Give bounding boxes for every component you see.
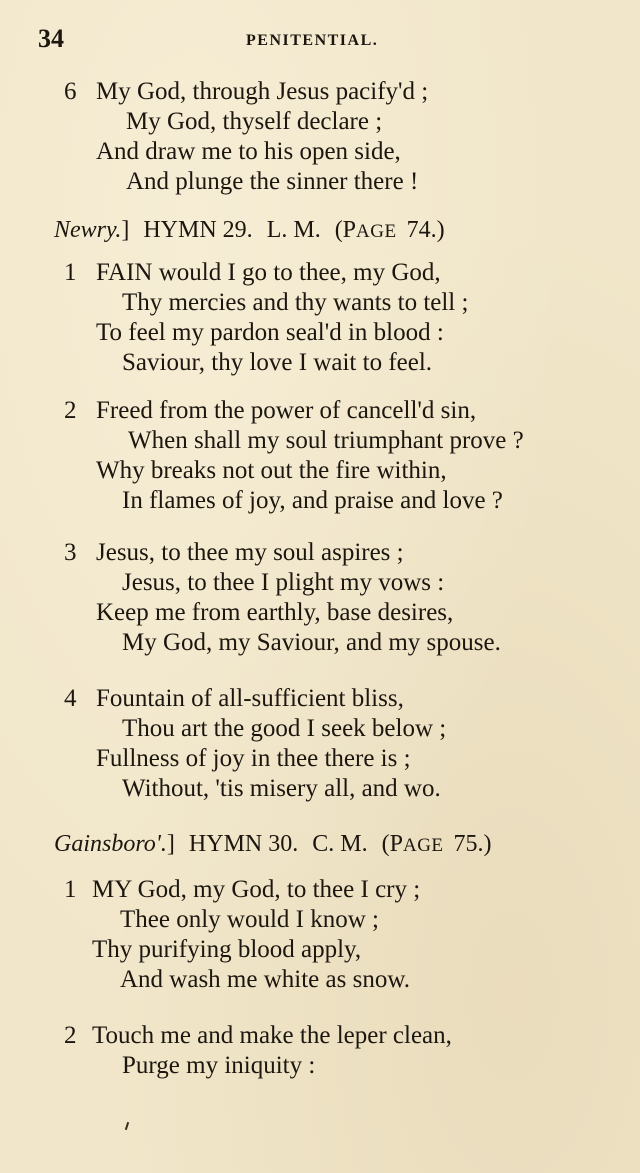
verse-line: Fountain of all-sufficient bliss, [96,685,404,712]
hymn-30-header [54,832,492,856]
page-ref-number: 74.) [406,217,445,243]
verse-line: Fullness of joy in thee there is ; [96,745,411,772]
tune-name: Newry. [54,217,122,243]
verse-number: 1 [64,259,77,286]
verse-number: 4 [64,685,77,712]
verse-line: And plunge the sinner there ! [126,168,419,195]
verse-line: MY God, my God, to thee I cry ; [92,876,421,903]
verse-line: Freed from the power of cancell'd sin, [96,397,477,424]
verse-line: And draw me to his open side, [96,138,401,165]
bracket: ] [121,217,130,243]
page-number: 34 [38,24,64,53]
hymn-meter: L. M. [266,217,321,243]
verse-line: Without, 'tis misery all, and wo. [122,775,441,802]
page-ref-word: AGE [356,221,397,242]
verse-number: 2 [64,397,77,424]
verse-line: Touch me and make the leper clean, [92,1022,452,1049]
verse-line: Keep me from earthly, base desires, [96,599,454,626]
verse-line: Thee only would I know ; [120,906,379,933]
verse-line: And wash me white as snow. [120,966,411,993]
verse-line: Thy mercies and thy wants to tell ; [122,289,469,316]
bracket: ] [166,831,175,857]
verse-number: 2 [64,1022,77,1049]
verse-line: Purge my iniquity : [122,1052,316,1079]
verse-line: Saviour, thy love I wait to feel. [122,349,433,376]
hymn-number: HYMN 30. [188,831,299,857]
hymn-meter: C. M. [312,831,368,857]
verse-number: 3 [64,539,77,566]
page-ref-open: (P [381,831,403,857]
verse-line: My God, thyself declare ; [126,108,383,135]
verse-number: 6 [64,78,77,105]
tune-name: Gainsboro'. [54,831,167,857]
verse-line: My God, my Saviour, and my spouse. [122,629,501,656]
verse-line: In flames of joy, and praise and love ? [122,487,503,514]
verse-number: 1 [64,876,77,903]
running-head [0,22,640,62]
page-ref-word: AGE [402,835,444,856]
verse-line: Jesus, to thee my soul aspires ; [96,539,404,566]
verse-line: To feel my pardon seal'd in blood : [96,319,444,346]
verse-line: When shall my soul triumphant prove ? [128,427,524,454]
verse-line: FAIN would I go to thee, my God, [96,259,441,286]
hymn-number: HYMN 29. [143,217,253,243]
verse-line: Jesus, to thee I plight my vows : [122,569,445,596]
verse-line: Thou art the good I seek below ; [122,715,447,742]
verse-line: My God, through Jesus pacify'd ; [96,78,429,105]
page-ref-open: (P [334,217,357,243]
verse-line: Thy purifying blood apply, [92,936,362,963]
hymn-29-header [54,218,445,242]
verse-line: Why breaks not out the fire within, [96,457,447,484]
print-speck [125,1122,129,1130]
page-ref-number: 75.) [453,831,492,857]
section-title: PENITENTIAL. [246,32,379,49]
